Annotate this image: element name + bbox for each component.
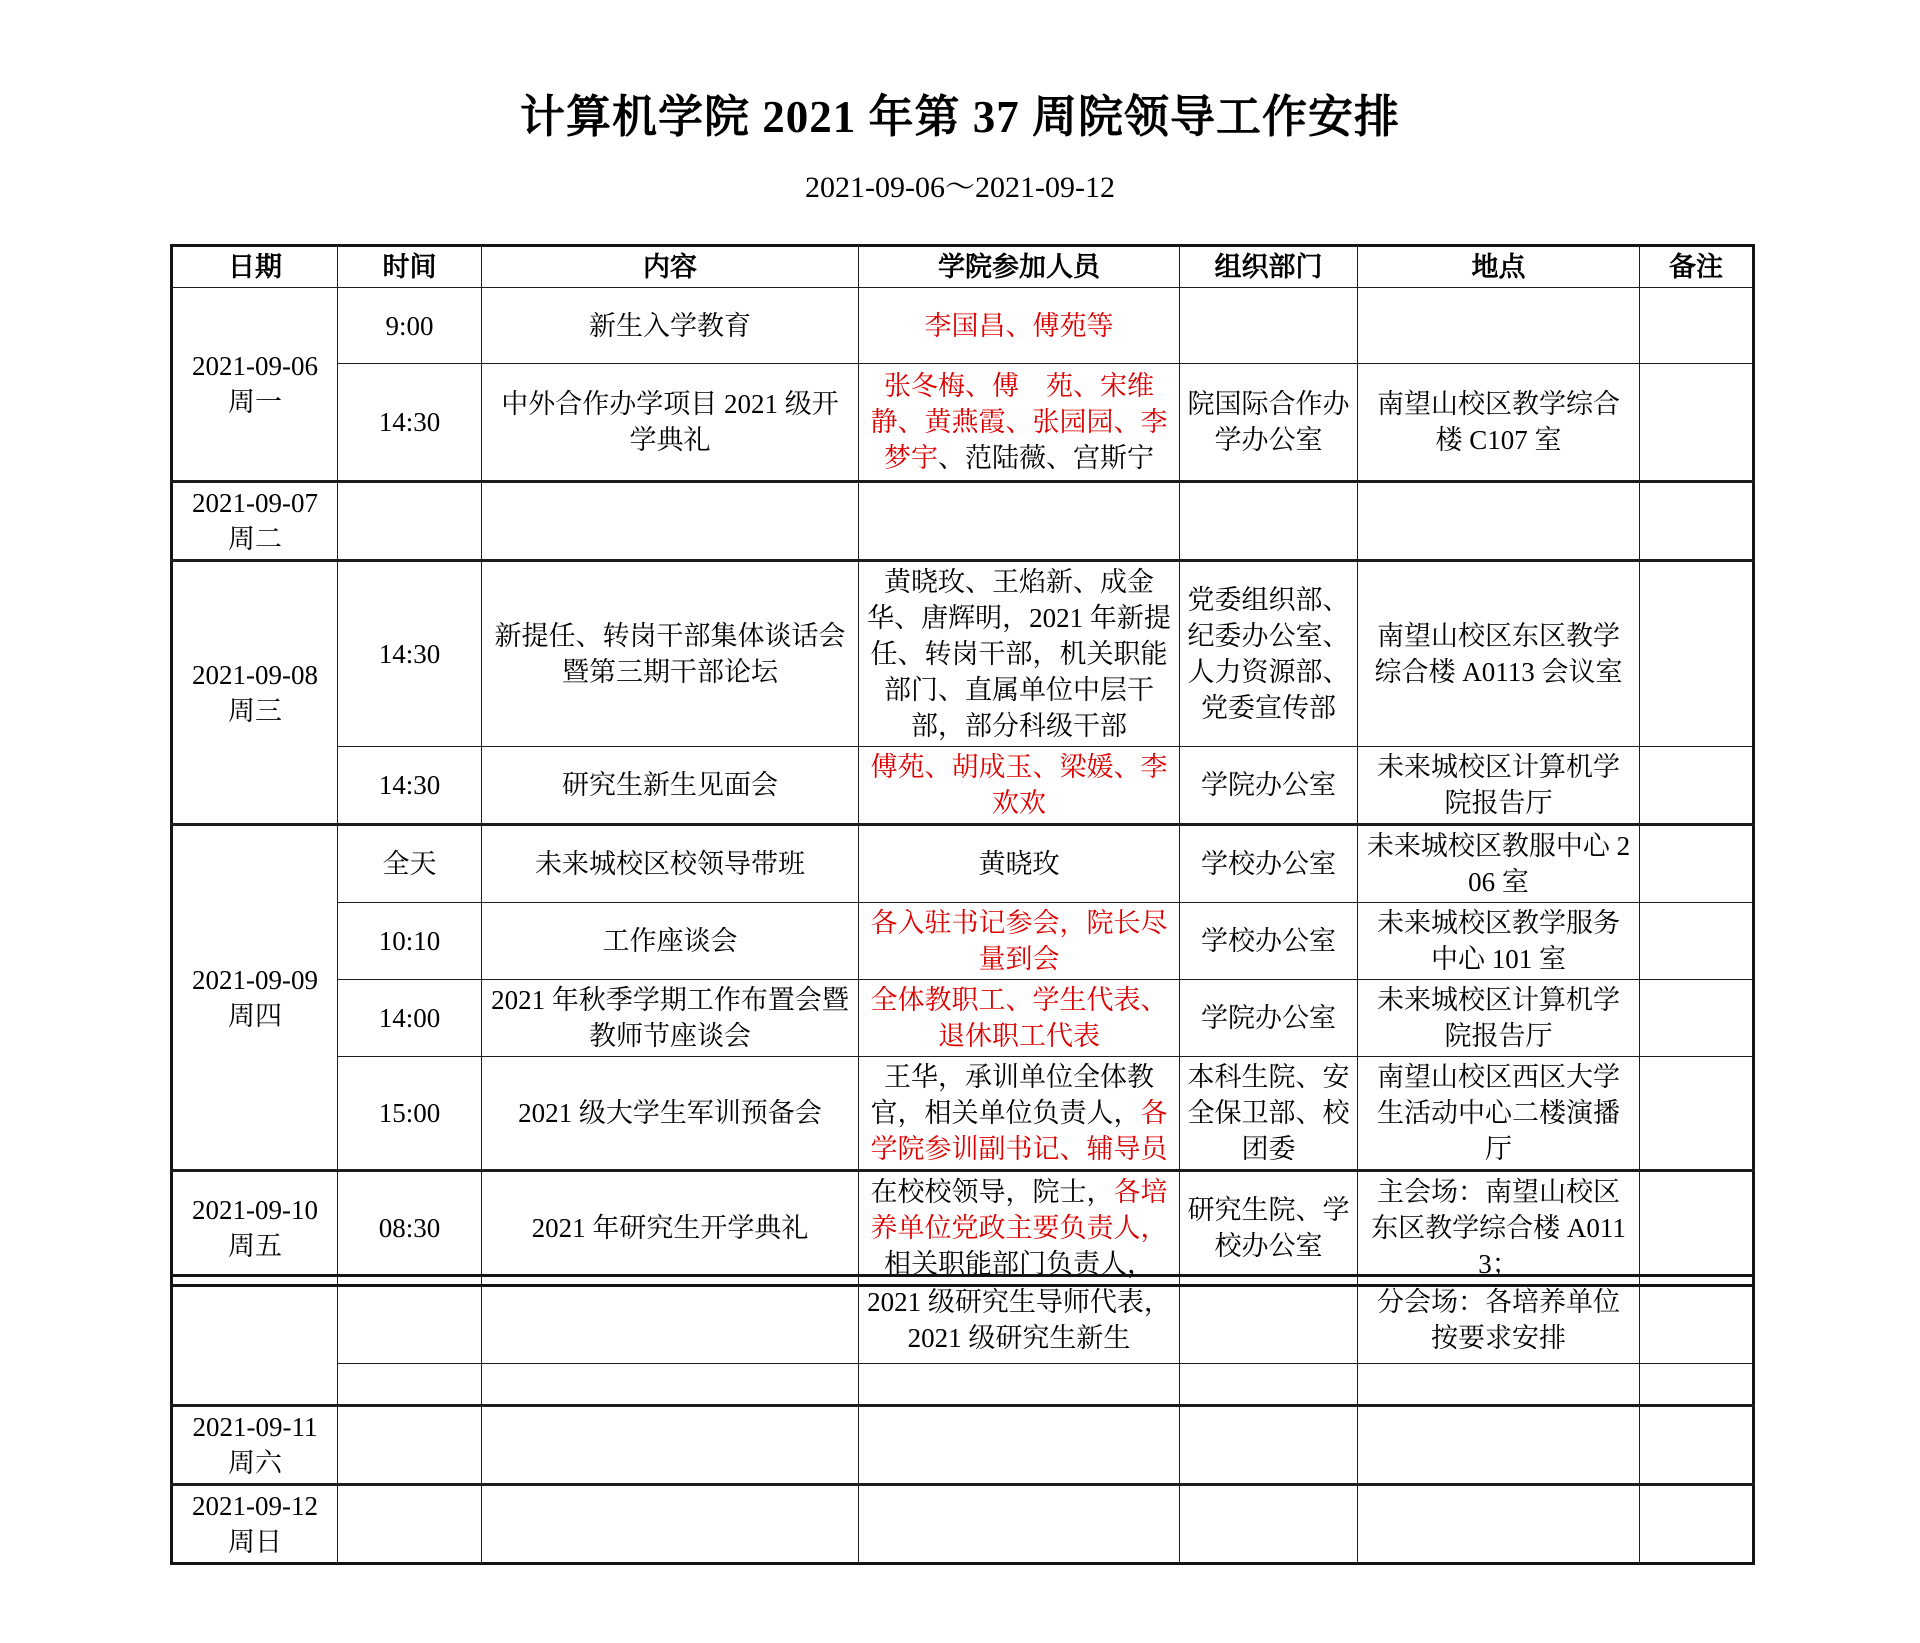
cell-participants: 2021 级研究生导师代表，2021 级研究生新生	[859, 1276, 1180, 1364]
cell-date-0910	[172, 1171, 338, 1286]
cell-time	[338, 1276, 482, 1364]
cell-content: 工作座谈会	[482, 903, 859, 980]
cell-remarks	[1640, 1485, 1754, 1564]
cell-location	[1358, 1406, 1640, 1485]
date-text: 2021-09-08	[192, 659, 318, 690]
cell-content: 2021 年秋季学期工作布置会暨教师节座谈会	[482, 980, 859, 1057]
cell-location	[1358, 1485, 1640, 1564]
cell-content: 新生入学教育	[482, 288, 859, 364]
event-row-0910-continued	[172, 1276, 1754, 1364]
cell-participants	[859, 364, 1180, 482]
schedule-table-continued	[170, 1274, 1755, 1565]
cell-content	[482, 1364, 859, 1406]
event-row-0908-1	[172, 561, 1754, 747]
cell-location: 未来城校区教学服务中心 101 室	[1358, 903, 1640, 980]
event-row-0909-1	[172, 825, 1754, 903]
cell-content	[482, 1276, 859, 1364]
cell-time: 14:30	[338, 561, 482, 747]
cell-location: 南望山校区教学综合楼 C107 室	[1358, 364, 1640, 482]
cell-organizer	[1180, 1406, 1358, 1485]
weekday-text: 周一	[228, 387, 282, 417]
cell-time: 15:00	[338, 1057, 482, 1171]
table-header-row	[172, 246, 1754, 288]
weekday-text: 周六	[228, 1448, 282, 1478]
date-text: 2021-09-07	[192, 488, 318, 518]
cell-participants: 黄晓玫	[859, 825, 1180, 903]
cell-location: 未来城校区计算机学院报告厅	[1358, 980, 1640, 1057]
page-title: 计算机学院 2021 年第 37 周院领导工作安排	[519, 92, 1400, 142]
date-text: 2021-09-11	[192, 1412, 318, 1442]
cell-remarks	[1640, 1406, 1754, 1485]
cell-location	[1358, 1364, 1640, 1406]
cell-time	[338, 1364, 482, 1406]
cell-remarks	[1640, 1057, 1754, 1171]
cell-time	[338, 1485, 482, 1564]
cell-organizer: 研究生院、学校办公室	[1180, 1171, 1358, 1286]
cell-time	[338, 1406, 482, 1485]
cell-date-0912	[172, 1485, 338, 1564]
participants-normal: 相关职能部门负责人，	[884, 1249, 1154, 1279]
cell-participants	[859, 1406, 1180, 1485]
weekday-text: 周四	[228, 1000, 282, 1031]
cell-time: 08:30	[338, 1171, 482, 1286]
header-content: 内容	[482, 246, 859, 288]
weekday-text: 周日	[228, 1527, 282, 1557]
cell-time	[338, 482, 482, 561]
cell-remarks	[1640, 1276, 1754, 1364]
cell-content: 2021 级大学生军训预备会	[482, 1057, 859, 1171]
participants-normal: 在校校领导，院士，	[870, 1177, 1114, 1207]
cell-time: 9:00	[338, 288, 482, 364]
cell-content: 2021 年研究生开学典礼	[482, 1171, 859, 1286]
cell-participants	[859, 980, 1180, 1057]
weekday-text: 周五	[228, 1231, 282, 1261]
cell-remarks	[1640, 364, 1754, 482]
spacer-row	[172, 1364, 1754, 1406]
weekday-text: 周三	[228, 695, 282, 726]
participants-normal: 王华，承训单位全体教官，相关单位负责人，	[870, 1062, 1154, 1128]
cell-participants	[859, 747, 1180, 825]
cell-date-0911	[172, 1406, 338, 1485]
cell-time: 14:30	[338, 747, 482, 825]
cell-date-0907	[172, 482, 338, 561]
header-time: 时间	[338, 246, 482, 288]
header-location: 地点	[1358, 246, 1640, 288]
cell-remarks	[1640, 825, 1754, 903]
cell-organizer	[1180, 1364, 1358, 1406]
schedule-table	[170, 244, 1755, 1287]
event-row-0910	[172, 1171, 1754, 1286]
cell-date-0906	[172, 288, 338, 482]
cell-organizer	[1180, 482, 1358, 561]
schedule-table-page1	[170, 244, 1755, 1287]
date-text: 2021-09-10	[192, 1195, 318, 1225]
cell-participants	[859, 1171, 1180, 1286]
cell-remarks	[1640, 561, 1754, 747]
header-remarks: 备注	[1640, 246, 1754, 288]
event-row-0906-2	[172, 364, 1754, 482]
schedule-table-page2	[170, 1274, 1755, 1565]
cell-time: 10:10	[338, 903, 482, 980]
date-text: 2021-09-06	[192, 351, 318, 381]
cell-organizer: 学院办公室	[1180, 980, 1358, 1057]
event-row-0907	[172, 482, 1754, 561]
participants-highlight: 李国昌、傅苑等	[924, 310, 1114, 341]
cell-time: 14:00	[338, 980, 482, 1057]
cell-organizer	[1180, 1485, 1358, 1564]
cell-content	[482, 1406, 859, 1485]
cell-time: 全天	[338, 825, 482, 903]
cell-participants	[859, 1485, 1180, 1564]
cell-location: 主会场：南望山校区东区教学综合楼 A0113；	[1358, 1171, 1640, 1286]
cell-content: 未来城校区校领导带班	[482, 825, 859, 903]
cell-participants	[859, 288, 1180, 364]
cell-remarks	[1640, 980, 1754, 1057]
cell-organizer: 学校办公室	[1180, 825, 1358, 903]
event-row-0909-4	[172, 1057, 1754, 1171]
header-organizer: 组织部门	[1180, 246, 1358, 288]
event-row-0911	[172, 1406, 1754, 1485]
cell-content	[482, 482, 859, 561]
cell-location: 未来城校区计算机学院报告厅	[1358, 747, 1640, 825]
header-participants: 学院参加人员	[859, 246, 1180, 288]
event-row-0908-2	[172, 747, 1754, 825]
cell-content: 新提任、转岗干部集体谈话会暨第三期干部论坛	[482, 561, 859, 747]
cell-organizer: 本科生院、安全保卫部、校团委	[1180, 1057, 1358, 1171]
weekday-text: 周二	[228, 524, 282, 554]
cell-location: 南望山校区西区大学生活动中心二楼演播厅	[1358, 1057, 1640, 1171]
cell-remarks	[1640, 1171, 1754, 1286]
participants-highlight: 各学院参训副书记、辅导员	[870, 1098, 1168, 1164]
participants-highlight: 全体教职工、学生代表、退休职工代表	[870, 985, 1168, 1051]
cell-participants	[859, 1057, 1180, 1171]
event-row-0906-1	[172, 288, 1754, 364]
cell-organizer: 学校办公室	[1180, 903, 1358, 980]
cell-content: 研究生新生见面会	[482, 747, 859, 825]
cell-organizer: 党委组织部、纪委办公室、人力资源部、党委宣传部	[1180, 561, 1358, 747]
cell-location	[1358, 482, 1640, 561]
date-text: 2021-09-09	[192, 964, 318, 995]
participants-highlight: 各入驻书记参会，院长尽量到会	[870, 908, 1168, 974]
date-range-subtitle: 2021-09-06～2021-09-12	[805, 171, 1115, 204]
cell-remarks	[1640, 482, 1754, 561]
cell-content	[482, 1485, 859, 1564]
cell-organizer	[1180, 288, 1358, 364]
header-date: 日期	[172, 246, 338, 288]
event-row-0909-3	[172, 980, 1754, 1057]
cell-remarks	[1640, 747, 1754, 825]
cell-organizer: 学院办公室	[1180, 747, 1358, 825]
cell-location: 分会场：各培养单位按要求安排	[1358, 1276, 1640, 1364]
participants-highlight: 张冬梅、傅 苑、宋维静、黄燕霞、张园园、李梦宇	[870, 371, 1168, 473]
cell-location	[1358, 288, 1640, 364]
cell-organizer	[1180, 1276, 1358, 1364]
event-row-0909-2	[172, 903, 1754, 980]
cell-date-0908	[172, 561, 338, 825]
event-row-0912	[172, 1485, 1754, 1564]
date-text: 2021-09-12	[192, 1491, 318, 1521]
participants-normal: 、范陆薇、宫斯宁	[938, 443, 1154, 473]
cell-organizer: 院国际合作办学办公室	[1180, 364, 1358, 482]
cell-date-0909	[172, 825, 338, 1171]
cell-time: 14:30	[338, 364, 482, 482]
participants-highlight: 傅苑、胡成玉、梁媛、李欢欢	[870, 752, 1168, 818]
participants-highlight: 各培养单位党政主要负责人，	[870, 1177, 1168, 1243]
cell-remarks	[1640, 1364, 1754, 1406]
cell-remarks	[1640, 288, 1754, 364]
cell-participants	[859, 903, 1180, 980]
cell-participants	[859, 1364, 1180, 1406]
cell-remarks	[1640, 903, 1754, 980]
cell-date-empty	[172, 1276, 338, 1406]
cell-participants	[859, 482, 1180, 561]
cell-location: 未来城校区教服中心 206 室	[1358, 825, 1640, 903]
cell-participants: 黄晓玫、王焰新、成金华、唐辉明，2021 年新提任、转岗干部，机关职能部门、直属单位中层干部，部分科级干部	[859, 561, 1180, 747]
cell-content: 中外合作办学项目 2021 级开学典礼	[482, 364, 859, 482]
cell-location: 南望山校区东区教学综合楼 A0113 会议室	[1358, 561, 1640, 747]
